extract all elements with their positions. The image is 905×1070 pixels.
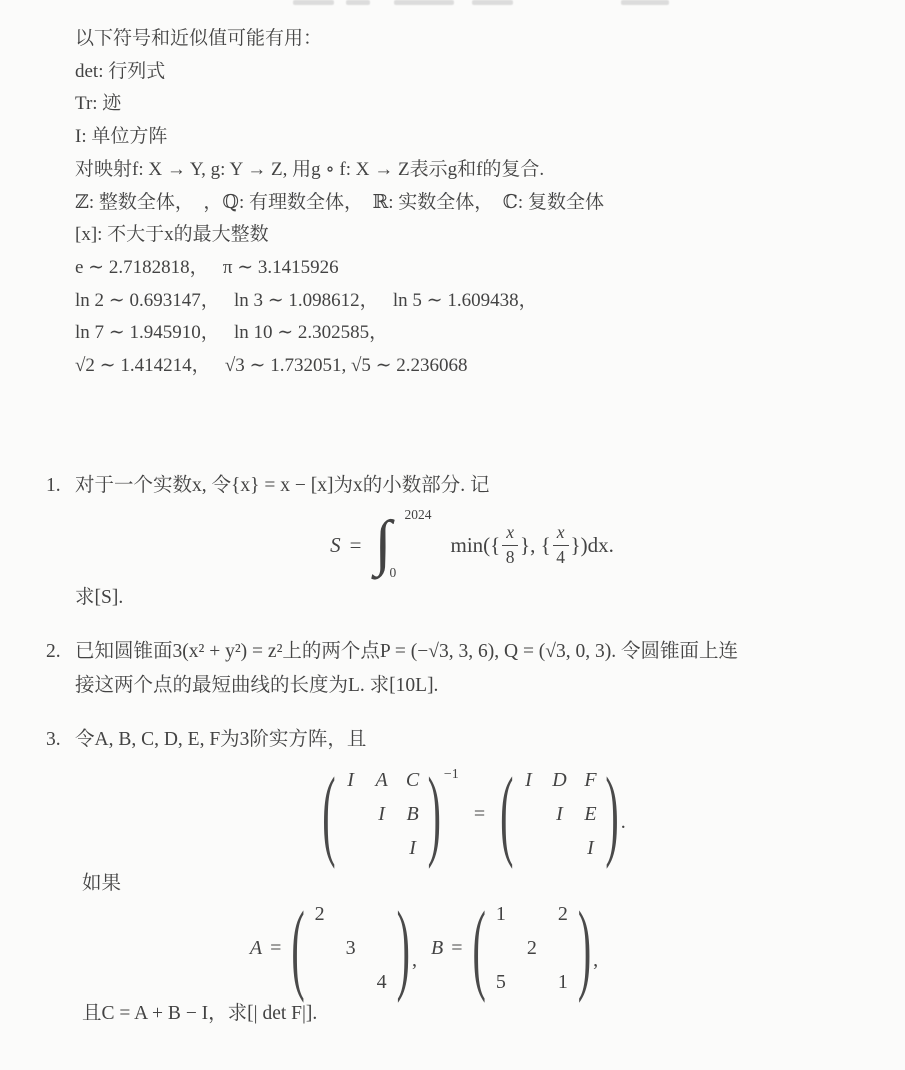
matrix-cell <box>344 803 358 825</box>
problem-1-body: 对于一个实数x, 令{x} = x − [x]为x的小数部分. 记 <box>75 475 490 496</box>
problem-3-number: 3. <box>46 729 61 750</box>
matrix-cell <box>344 903 358 925</box>
matrix-IDF-grid <box>518 769 600 859</box>
note-ln-values-2: ln 7 ∼ 1.945910， ln 10 ∼ 2.302585， <box>75 322 389 344</box>
cropped-title-fragment <box>346 0 370 5</box>
note-trace: Tr: 迹 <box>75 93 122 115</box>
equals-sign: = <box>270 936 282 959</box>
note-intro: 以下符号和近似值可能有用： <box>75 28 323 49</box>
note-composition: 对映射f: X → Y, g: Y → Z, 用g ∘ f: X → Z表示g和f的复合. <box>75 158 545 180</box>
matrix-cell: I <box>525 769 532 791</box>
matrix-cell: 2 <box>557 903 568 925</box>
matrix-A-grid <box>310 903 392 993</box>
matrix-cell <box>344 837 358 859</box>
var-B: B <box>431 936 444 959</box>
note-sqrt-values: √2 ∼ 1.414214， √3 ∼ 1.732051, √5 ∼ 2.236068 <box>75 355 468 377</box>
note-floor: [x]: 不大于x的最大整数 <box>75 224 269 246</box>
matrix-cell: 2 <box>314 903 325 925</box>
matrix-IAC <box>322 755 459 871</box>
matrix-cell <box>313 971 327 993</box>
note-det: det: 行列式 <box>75 60 166 82</box>
var-S: S <box>330 532 341 557</box>
fraction-x-over-8 <box>502 523 518 567</box>
problem-3-question: 且C = A + B − I，求[| det F|]. <box>82 1003 318 1024</box>
matrix-B <box>472 889 592 1005</box>
problem-2-body-line-2: 接这两个点的最短曲线的长度为L. 求[10L]. <box>75 675 439 696</box>
equals-sign: = <box>473 802 486 825</box>
cropped-title-fragment <box>394 0 454 5</box>
integral-with-limits <box>373 507 445 580</box>
inverse-exponent: −1 <box>443 767 459 782</box>
period: . <box>620 810 626 833</box>
problem-3-if-text: 如果 <box>82 873 122 894</box>
integral-lower-limit: 0 <box>389 565 397 580</box>
matrix-cell <box>313 937 327 959</box>
matrix-cell: I <box>347 769 354 791</box>
matrix-B-grid <box>491 903 573 993</box>
matrix-cell <box>375 903 389 925</box>
equals-sign: = <box>349 532 362 557</box>
matrix-cell <box>521 803 535 825</box>
matrix-cell: I <box>587 837 594 859</box>
cropped-title-fragment <box>472 0 513 5</box>
matrix-cell <box>552 837 566 859</box>
problem-1-integral-formula <box>56 507 888 580</box>
problem-2 <box>46 635 878 703</box>
left-paren: ( <box>291 889 305 1005</box>
problem-1-statement <box>46 469 878 503</box>
cropped-title-fragment <box>293 0 334 5</box>
equals-sign: = <box>451 936 463 959</box>
integral-upper-limit: 2024 <box>404 507 432 522</box>
problem-2-statement-line-1 <box>46 635 878 669</box>
matrix-cell: 2 <box>526 937 537 959</box>
fraction-denominator: 8 <box>505 546 515 567</box>
matrix-cell <box>521 837 535 859</box>
fraction-numerator: x <box>502 523 518 545</box>
matrix-AB-definition <box>8 889 840 1005</box>
matrix-cell: B <box>406 803 419 825</box>
matrix-cell: 5 <box>495 971 506 993</box>
note-identity: I: 单位方阵 <box>75 126 168 148</box>
fraction-numerator: x <box>553 523 569 545</box>
matrix-cell: 4 <box>376 971 387 993</box>
problem-3-statement <box>46 723 878 757</box>
right-paren: ) <box>396 889 410 1005</box>
matrix-cell: F <box>584 769 597 791</box>
problem-3 <box>46 723 878 1031</box>
matrix-cell <box>375 837 389 859</box>
matrix-cell: A <box>375 769 388 791</box>
var-A: A <box>249 936 263 959</box>
matrix-cell: I <box>409 837 416 859</box>
close-dx: })dx. <box>570 532 614 557</box>
note-e-pi: e ∼ 2.7182818， π ∼ 3.1415926 <box>75 256 339 278</box>
matrix-cell: 1 <box>495 903 506 925</box>
problems-section <box>46 469 878 1051</box>
comma: , <box>593 948 599 971</box>
notation-notes-section <box>75 23 875 383</box>
matrix-cell <box>494 937 508 959</box>
problem-3-body: 令A, B, C, D, E, F为3阶实方阵，且 <box>75 729 367 750</box>
comma: , <box>412 948 417 971</box>
matrix-IAC-grid <box>341 769 423 859</box>
between-braces: }, { <box>520 532 551 557</box>
matrix-cell: I <box>378 803 385 825</box>
matrix-cell <box>556 937 570 959</box>
min-open: min({ <box>450 532 501 557</box>
matrix-IDF <box>500 755 619 871</box>
right-paren: ) <box>605 755 619 871</box>
cropped-title-fragment <box>621 0 669 5</box>
integral-sign: ∫ <box>374 509 392 578</box>
problem-1-question: 求[S]. <box>75 587 124 608</box>
left-paren: ( <box>500 755 514 871</box>
problem-1-number: 1. <box>46 475 61 496</box>
problem-2-number: 2. <box>46 641 61 662</box>
problem-2-body-line-1: 已知圆锥面3(x² + y²) = z²上的两个点P = (−√3, 3, 6), Q = (√3, 0, 3). 令圆锥面上连 <box>75 641 739 662</box>
problem-1 <box>46 469 878 615</box>
fraction-denominator: 4 <box>556 546 565 567</box>
matrix-cell <box>525 971 539 993</box>
right-paren: ) <box>427 755 441 871</box>
matrix-cell <box>525 903 539 925</box>
left-paren: ( <box>322 755 336 871</box>
matrix-cell: D <box>552 769 567 791</box>
matrix-cell: C <box>405 769 420 791</box>
matrix-cell: I <box>556 803 563 825</box>
left-paren: ( <box>472 889 486 1005</box>
matrix-cell: 1 <box>557 971 568 993</box>
matrix-cell: 3 <box>345 937 356 959</box>
fraction-x-over-4 <box>553 523 569 567</box>
matrix-inverse-equation <box>58 755 890 871</box>
right-paren: ) <box>577 889 592 1005</box>
note-ln-values-1: ln 2 ∼ 0.693147， ln 3 ∼ 1.098612， ln 5 ∼ 1.609438， <box>75 289 538 311</box>
matrix-cell <box>344 971 358 993</box>
matrix-cell: E <box>584 803 597 825</box>
matrix-cell <box>375 937 389 959</box>
matrix-A <box>291 889 410 1005</box>
note-number-sets: ℤ: 整数全体， ，ℚ: 有理数全体， ℝ: 实数全体， ℂ: 复数全体 <box>75 191 604 213</box>
